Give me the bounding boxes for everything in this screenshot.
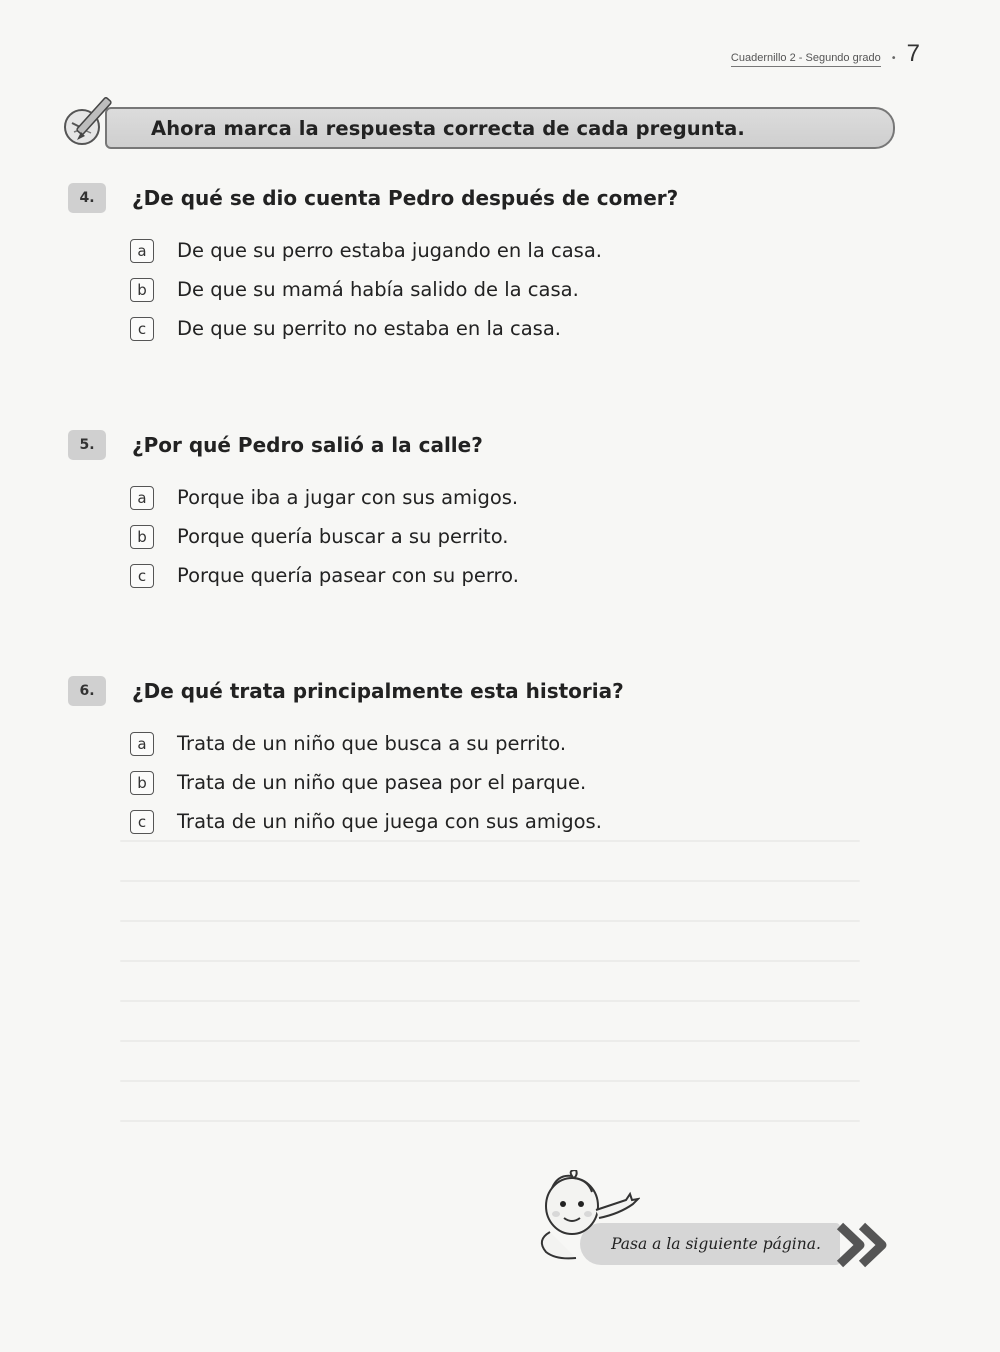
option-checkbox[interactable]: a bbox=[130, 239, 154, 263]
option-a[interactable] bbox=[130, 724, 624, 763]
question-number: 5. bbox=[68, 430, 106, 460]
question-text: ¿De qué trata principalmente esta historia? bbox=[132, 679, 624, 703]
separator: • bbox=[890, 53, 897, 64]
instruction-text: Ahora marca la respuesta correcta de cada pregunta. bbox=[151, 116, 745, 140]
option-text: Trata de un niño que juega con sus amigos. bbox=[177, 810, 602, 833]
instruction-banner bbox=[60, 90, 895, 152]
banner-bar bbox=[105, 107, 895, 149]
option-a[interactable] bbox=[130, 478, 519, 517]
option-checkbox[interactable]: c bbox=[130, 564, 154, 588]
option-checkbox[interactable]: b bbox=[130, 278, 154, 302]
option-checkbox[interactable]: c bbox=[130, 317, 154, 341]
option-c[interactable] bbox=[130, 556, 519, 595]
option-text: De que su perro estaba jugando en la casa. bbox=[177, 239, 602, 262]
running-head bbox=[731, 40, 920, 68]
option-checkbox[interactable]: b bbox=[130, 525, 154, 549]
option-text: De que su mamá había salido de la casa. bbox=[177, 278, 579, 301]
option-text: Trata de un niño que pasea por el parque. bbox=[177, 771, 587, 794]
option-text: Porque iba a jugar con sus amigos. bbox=[177, 486, 519, 509]
boy-mascot-icon bbox=[530, 1170, 640, 1270]
question-6 bbox=[68, 676, 624, 841]
pencil-icon bbox=[60, 90, 140, 152]
option-b[interactable] bbox=[130, 517, 519, 556]
option-text: Trata de un niño que busca a su perrito. bbox=[177, 732, 567, 755]
option-text: Porque quería buscar a su perrito. bbox=[177, 525, 509, 548]
option-b[interactable] bbox=[130, 270, 678, 309]
question-4 bbox=[68, 183, 678, 348]
question-number: 4. bbox=[68, 183, 106, 213]
question-5 bbox=[68, 430, 519, 595]
page-number: 7 bbox=[906, 40, 920, 67]
question-text: ¿De qué se dio cuenta Pedro después de comer? bbox=[132, 186, 679, 210]
option-text: De que su perrito no estaba en la casa. bbox=[177, 317, 561, 340]
option-checkbox[interactable]: a bbox=[130, 486, 154, 510]
option-checkbox[interactable]: c bbox=[130, 810, 154, 834]
question-text: ¿Por qué Pedro salió a la calle? bbox=[132, 433, 483, 457]
option-a[interactable] bbox=[130, 231, 678, 270]
bleed-through-texture bbox=[120, 840, 860, 1170]
booklet-label: Cuadernillo 2 - Segundo grado bbox=[731, 52, 881, 67]
option-c[interactable] bbox=[130, 802, 624, 841]
double-chevron-right-icon bbox=[836, 1222, 896, 1268]
option-checkbox[interactable]: b bbox=[130, 771, 154, 795]
option-b[interactable] bbox=[130, 763, 624, 802]
option-checkbox[interactable]: a bbox=[130, 732, 154, 756]
next-page-text: Pasa a la siguiente página. bbox=[611, 1235, 821, 1253]
option-text: Porque quería pasear con su perro. bbox=[177, 564, 519, 587]
next-page-badge[interactable] bbox=[520, 1170, 900, 1275]
question-number: 6. bbox=[68, 676, 106, 706]
option-c[interactable] bbox=[130, 309, 678, 348]
